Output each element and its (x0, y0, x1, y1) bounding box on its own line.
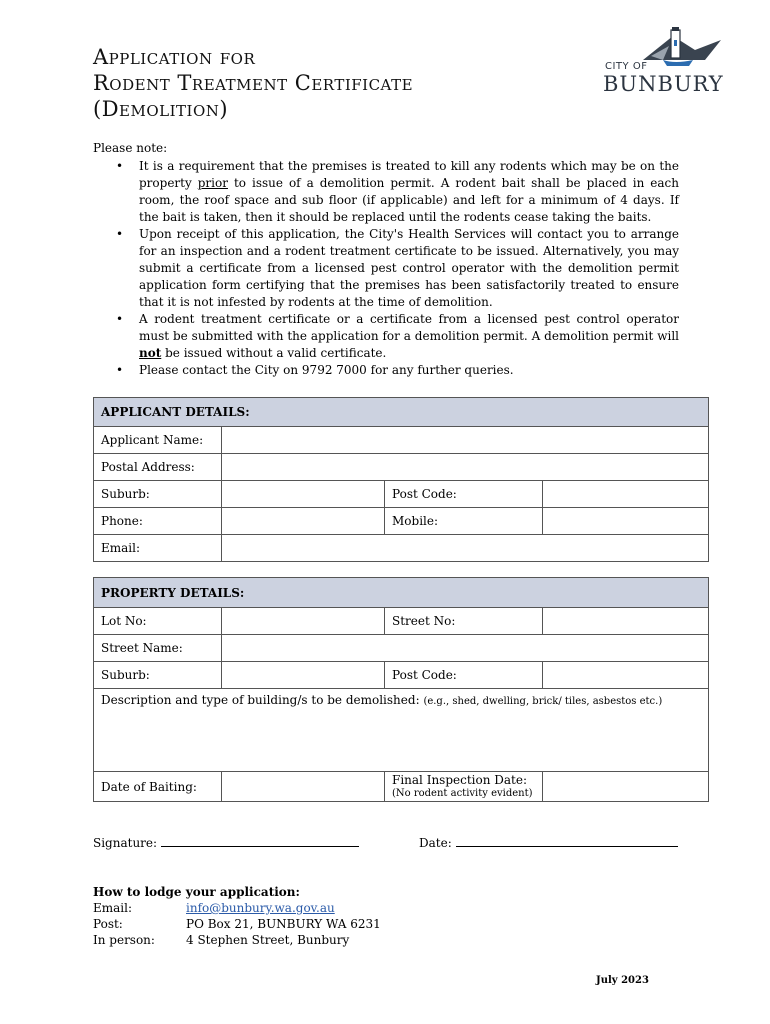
final-inspection-field[interactable] (543, 772, 709, 802)
final-inspection-label: Final Inspection Date: (392, 772, 527, 787)
logo-name-text: BUNBURY (603, 72, 724, 96)
lodge-section (93, 884, 381, 948)
city-logo (603, 26, 729, 96)
lodge-post-key: Post: (93, 917, 123, 931)
lodge-person-key: In person: (93, 933, 155, 947)
street-name-label: Street Name: (94, 635, 222, 662)
phone-label: Phone: (94, 508, 222, 535)
property-suburb-label: Suburb: (94, 662, 222, 689)
building-description-hint: (e.g., shed, dwelling, brick/ tiles, asbestos etc.) (423, 696, 663, 707)
final-inspection-hint: (No rodent activity evident) (392, 787, 533, 799)
list-item (113, 311, 679, 362)
street-name-field[interactable] (222, 635, 709, 662)
date-line[interactable] (456, 834, 678, 847)
lodge-person-value: 4 Stephen Street, Bunbury (186, 933, 350, 947)
note-text: Upon receipt of this application, the City's Health Services will contact you to arrange for an inspection and a rodent treatment certificate to be issued. Alternatively, you may submit a certificate from a licensed pest control operator with the demolition permit application form certifying that the premises has been satisfactorily treated to ensure that it is not infested by rodents at the time of demolition. (139, 227, 679, 309)
building-description-label: Description and type of building/s to be demolished: (101, 693, 420, 707)
logo-city-text: CITY OF (605, 61, 648, 72)
lot-no-label: Lot No: (94, 608, 222, 635)
lot-no-field[interactable] (222, 608, 385, 635)
lodge-post-value: PO Box 21, BUNBURY WA 6231 (186, 917, 381, 931)
list-item (113, 158, 679, 226)
applicant-name-label: Applicant Name: (94, 427, 222, 454)
lodge-email-key: Email: (93, 901, 133, 915)
postal-address-field[interactable] (222, 454, 709, 481)
final-inspection-cell (385, 772, 543, 802)
list-item (113, 226, 679, 311)
note-text: to issue of a demolition permit. A rodent bait shall be placed in each room, the roof space and sub floor (if applicable) and left for a minimum of 4 days. If the bait is taken, then it should be replaced until the rodents cease taking the baits. (139, 176, 679, 224)
street-no-label: Street No: (385, 608, 543, 635)
property-details-table (93, 577, 709, 802)
page-title (93, 44, 413, 122)
suburb-label: Suburb: (94, 481, 222, 508)
applicant-name-field[interactable] (222, 427, 709, 454)
title-line-2: Rodent Treatment Certificate (93, 71, 414, 95)
date-label: Date: (419, 836, 452, 850)
post-code-label: Post Code: (385, 481, 543, 508)
postal-address-label: Postal Address: (94, 454, 222, 481)
lodge-email-row (93, 900, 381, 916)
lodge-title: How to lodge your application: (93, 885, 300, 899)
signature-label: Signature: (93, 836, 158, 850)
notes-list (113, 158, 679, 379)
mobile-field[interactable] (543, 508, 709, 535)
suburb-field[interactable] (222, 481, 385, 508)
lodge-email-link[interactable]: info@bunbury.wa.gov.au (186, 901, 335, 915)
property-post-code-field[interactable] (543, 662, 709, 689)
building-description-field[interactable] (94, 689, 709, 772)
applicant-details-table (93, 397, 709, 562)
property-suburb-field[interactable] (222, 662, 385, 689)
note-emphasis: prior (197, 176, 228, 190)
lodge-person-row (93, 932, 381, 948)
phone-field[interactable] (222, 508, 385, 535)
post-code-field[interactable] (543, 481, 709, 508)
note-text: It is a requirement that the premises is treated to kill any rodents which may be on the property (139, 159, 679, 190)
property-post-code-label: Post Code: (385, 662, 543, 689)
street-no-field[interactable] (543, 608, 709, 635)
date-row (419, 834, 678, 850)
title-line-1: Application for (93, 45, 256, 69)
applicant-heading: APPLICANT DETAILS: (94, 398, 709, 427)
title-line-3: (Demolition) (93, 97, 229, 121)
note-text: be issued without a valid certificate. (161, 346, 387, 360)
lodge-post-row (93, 916, 381, 932)
note-emphasis: not (139, 346, 162, 360)
signature-row (93, 834, 359, 850)
note-text: Please contact the City on 9792 7000 for any further queries. (139, 363, 514, 377)
date-of-baiting-label: Date of Baiting: (94, 772, 222, 802)
note-text: A rodent treatment certificate or a certificate from a licensed pest control operator must be submitted with the application for a demolition permit. A demolition permit will (139, 312, 679, 343)
footer-date: July 2023 (596, 975, 649, 986)
list-item (113, 362, 679, 379)
date-of-baiting-field[interactable] (222, 772, 385, 802)
mobile-label: Mobile: (385, 508, 543, 535)
email-field[interactable] (222, 535, 709, 562)
please-note-label: Please note: (93, 141, 168, 155)
property-heading: PROPERTY DETAILS: (94, 578, 709, 608)
email-label: Email: (94, 535, 222, 562)
signature-line[interactable] (161, 834, 359, 847)
